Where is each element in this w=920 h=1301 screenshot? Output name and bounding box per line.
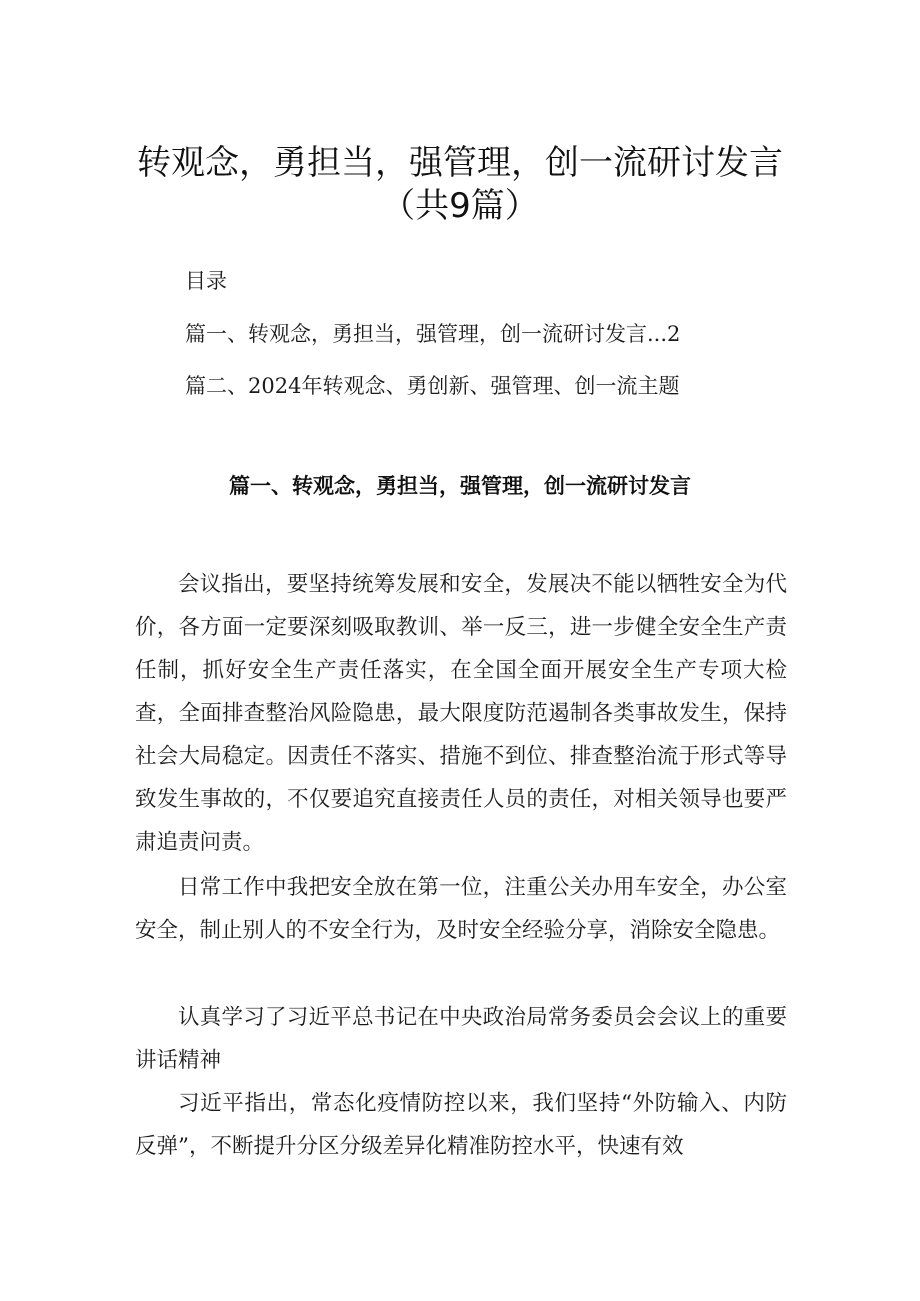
toc-item[interactable]: 篇一、转观念，勇担当，强管理，创一流研讨发言...2 xyxy=(185,322,681,346)
document-title: 转观念，勇担当，强管理，创一流研讨发言 xyxy=(137,143,783,183)
body-paragraph: 习近平指出，常态化疫情防控以来，我们坚持“外防输入、内防反弹”，不断提升分区分级差异化精准防控水平，快速有效 xyxy=(135,1091,787,1159)
body-paragraph: 认真学习了习近平总书记在中央政治局常务委员会会议上的重要讲话精神 xyxy=(135,1005,787,1073)
body-paragraph: 日常工作中我把安全放在第一位，注重公关办用车安全，办公室安全，制止别人的不安全行为，及时安全经验分享，消除安全隐患。 xyxy=(135,875,787,943)
body-paragraph: 会议指出，要坚持统筹发展和安全，发展决不能以牺牲安全为代价，各方面一定要深刻吸取教训、举一反三，进一步健全安全生产责任制，抓好安全生产责任落实，在全国全面开展安全生产专项大检查，全面排查整治风险隐患，最大限度防范遏制各类事故发生，保持社会大局稳定。因责任不落实、措施不到位、排查整治流于形式等导致发生事故的，不仅要追究直接责任人员的责任，对相关领导也要严肃追责问责。 xyxy=(135,572,787,855)
section-heading: 篇一、转观念，勇担当，强管理，创一流研讨发言 xyxy=(229,473,691,498)
toc-item[interactable]: 篇二、2024年转观念、勇创新、强管理、创一流主题 xyxy=(185,374,680,398)
document-subtitle: （共9篇） xyxy=(381,186,539,226)
toc-heading: 目录 xyxy=(185,269,227,293)
